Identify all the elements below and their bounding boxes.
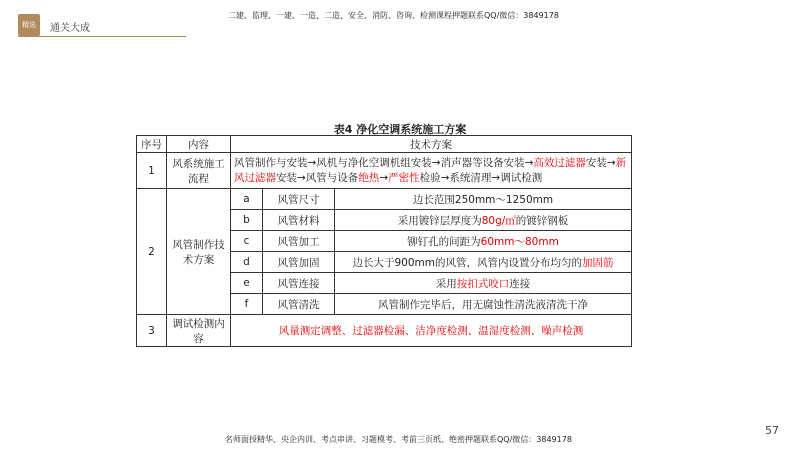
item-code: f [231, 294, 263, 315]
text-segment: 边长范围250mm～1250mm [412, 193, 554, 206]
bottom-banner: 名师面授精华、央企内训、考点串讲、习题模考、考前三页纸、绝密押题联系QQ/微信：3849178 [225, 435, 572, 444]
item-name: 风管清洗 [263, 294, 335, 315]
item-name: 风管加固 [263, 252, 335, 273]
item-detail [335, 231, 632, 252]
text-segment: 采用 [435, 277, 457, 290]
text-segment: 采用镀锌层厚度为 [397, 214, 482, 227]
item-detail [335, 189, 632, 210]
header-tech: 技术方案 [231, 136, 632, 153]
table-row [137, 315, 632, 347]
item-detail [335, 210, 632, 231]
logo: 精选 [18, 14, 40, 36]
item-code: b [231, 210, 263, 231]
highlighted-text: 按扣式咬口 [456, 277, 510, 290]
highlighted-text: 风量测定调整、过滤器检漏、洁净度检测、温湿度检测、噪声检测 [278, 325, 584, 337]
highlighted-text: 绝热 [358, 171, 380, 184]
item-name: 风管尺寸 [263, 189, 335, 210]
text-segment: 检验→系统清理→调试检测 [419, 171, 543, 184]
table-row [137, 189, 632, 210]
item-code: c [231, 231, 263, 252]
text-segment: 安装→ [585, 156, 616, 169]
item-detail [335, 294, 632, 315]
table-row [137, 153, 632, 189]
table-header-row [137, 136, 632, 153]
top-banner: 二建、监理、一建、一造、二造、安全、消防、咨询、检测课程押题联系QQ/微信：3849178 [228, 11, 559, 20]
text-segment: 连接 [509, 277, 531, 290]
construction-plan-table [136, 135, 632, 347]
text-segment: → [379, 171, 389, 184]
highlighted-text: 高效过滤器 [533, 156, 586, 169]
row3-content: 调试检测内容 [167, 315, 231, 347]
text-segment: 风管制作与安装→风机与净化空调机组安装→消声器等设备安装→ [234, 156, 534, 169]
header-seq: 序号 [137, 136, 167, 153]
row3-seq: 3 [137, 315, 167, 347]
item-name: 风管加工 [263, 231, 335, 252]
item-detail [335, 252, 632, 273]
text-segment: 安装→风管与设备 [276, 171, 359, 184]
text-segment: 风管制作完毕后，用无腐蚀性清洗液清洗干净 [378, 298, 588, 311]
page-number: 57 [765, 424, 779, 437]
highlighted-text: 60mm～80mm [480, 235, 559, 248]
row3-tech [231, 315, 632, 347]
item-name: 风管材料 [263, 210, 335, 231]
highlighted-text: 严密性 [388, 171, 420, 184]
item-detail [335, 273, 632, 294]
brand-name: 通关大成 [50, 23, 90, 34]
row1-tech [231, 153, 632, 189]
text-segment: 边长大于900mm的风管，风管内设置分布均匀的 [352, 256, 582, 269]
row1-seq: 1 [137, 153, 167, 189]
row2-seq: 2 [137, 189, 167, 315]
item-name: 风管连接 [263, 273, 335, 294]
row2-content: 风管制作技术方案 [167, 189, 231, 315]
header-divider [18, 36, 186, 37]
item-code: e [231, 273, 263, 294]
header-content: 内容 [167, 136, 231, 153]
text-segment: 的镀锌钢板 [515, 214, 569, 227]
item-code: a [231, 189, 263, 210]
text-segment: 铆钉孔的间距为 [407, 235, 481, 248]
table-caption: 表4 净化空调系统施工方案 [333, 123, 467, 136]
highlighted-text: 加固筋 [582, 256, 614, 269]
highlighted-text: 新风过滤器 [234, 156, 627, 184]
item-code: d [231, 252, 263, 273]
highlighted-text: 80g/㎡ [481, 214, 516, 227]
row1-content: 风系统施工流程 [167, 153, 231, 189]
